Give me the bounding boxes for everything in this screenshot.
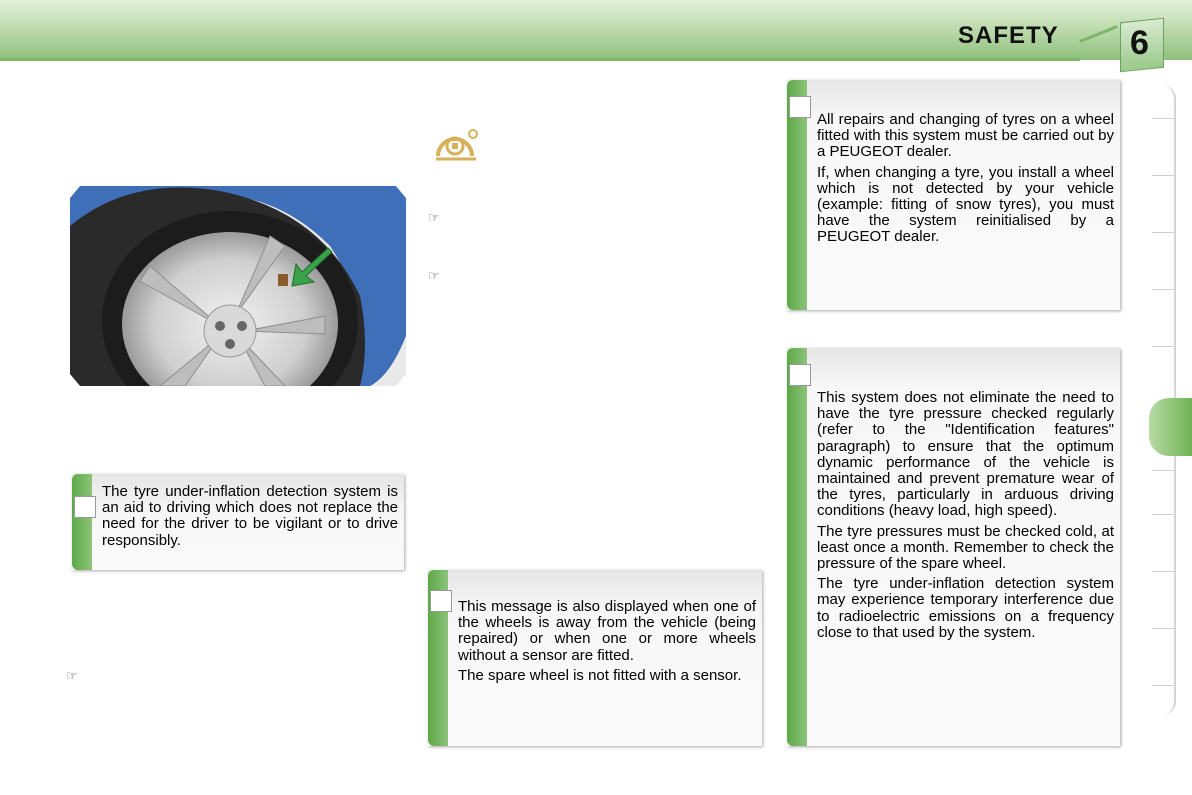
pointing-hand-icon: ☞: [66, 668, 78, 683]
tyre-valve-photo: [70, 186, 406, 386]
chapter-number: 6: [1130, 24, 1149, 62]
note-box-repairs: [787, 80, 1120, 310]
pointing-hand-icon: ☞: [428, 268, 440, 283]
chapter-nav-tab[interactable]: [1152, 346, 1174, 347]
note-box-message: [428, 570, 762, 746]
chapter-nav-tab[interactable]: [1152, 470, 1174, 471]
note-paragraph: If, when changing a tyre, you install a wheel which is not detected by your vehicle (example: fitting of snow tyres), you must have the system reinitialised by a PEUGEOT dealer.: [817, 163, 1114, 246]
chapter-nav-tab[interactable]: [1152, 289, 1174, 290]
header-rule: [0, 58, 1080, 61]
chapter-nav-tab[interactable]: [1152, 514, 1174, 515]
note-accent-bar: [72, 474, 92, 570]
pointing-hand-icon: ☞: [428, 210, 440, 225]
chapter-nav-tab[interactable]: [1152, 628, 1174, 629]
note-paragraph: All repairs and changing of tyres on a wheel fitted with this system must be carried out by a PEUGEOT dealer.: [817, 111, 1114, 161]
chapter-nav-tab[interactable]: [1152, 175, 1174, 176]
note-paragraph: This message is also displayed when one of the wheels is away from the vehicle (being repaired) or when one or more wheels without a sensor are fitted.: [458, 598, 756, 664]
chapter-nav-tab[interactable]: [1152, 232, 1174, 233]
chapter-nav-tab[interactable]: [1152, 571, 1174, 572]
note-paragraph: This system does not eliminate the need to have the tyre pressure checked regularly (refer to the "Identification features" paragraph) to ensure that the optimum dynamic performance of the vehicle is maintained and prevent premature wear of the tyres, particularly in arduous driving conditions (heavy load, high speed).: [817, 389, 1114, 520]
tyre-pressure-warning-icon: [432, 126, 482, 164]
note-marker: [74, 496, 96, 518]
note-accent-bar: [787, 348, 807, 746]
chapter-nav-tab[interactable]: [1152, 685, 1174, 686]
note-marker: [430, 590, 452, 612]
chapter-nav-tab[interactable]: [1152, 118, 1174, 119]
chapter-nav-tab-active[interactable]: [1149, 398, 1192, 456]
note-paragraph: The tyre pressures must be checked cold, at least once a month. Remember to check the pressure of the spare wheel.: [817, 522, 1114, 573]
note-text: The tyre under-inflation detection system is an aid to driving which does not replace the need for the driver to be vigilant or to drive responsibly.: [102, 483, 398, 549]
note-box-driving-aid: [72, 474, 404, 570]
note-marker: [789, 96, 811, 118]
note-paragraph: The spare wheel is not fitted with a sensor.: [458, 666, 742, 684]
chapter-title: SAFETY: [958, 22, 1059, 49]
note-box-pressure-check: [787, 348, 1120, 746]
note-marker: [789, 364, 811, 386]
note-paragraph: The tyre under-inflation detection system may experience temporary interference due to radioelectric emissions on a frequency close to that used by the system.: [817, 575, 1114, 641]
